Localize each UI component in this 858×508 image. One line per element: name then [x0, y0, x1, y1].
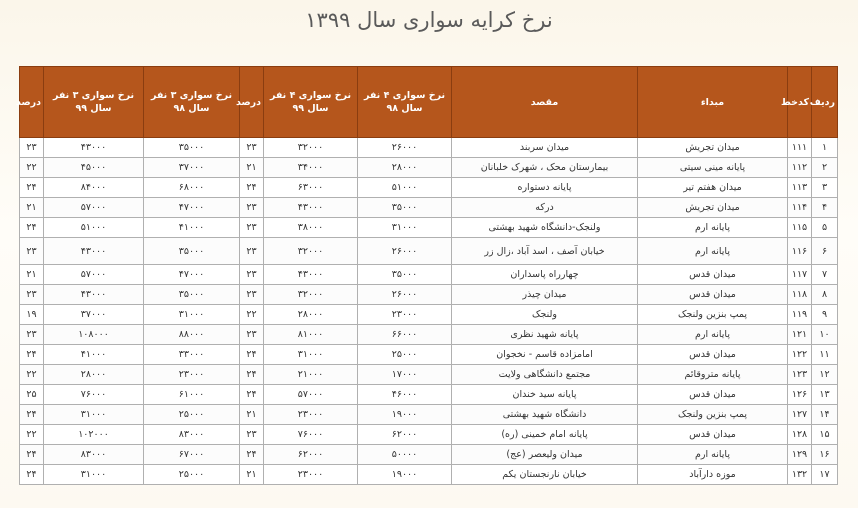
cell-line-code: ۱۱۷ [788, 265, 812, 285]
cell-rate3-99: ۲۸۰۰۰ [44, 365, 144, 385]
cell-rate3-99: ۸۳۰۰۰ [44, 445, 144, 465]
cell-percent-3: ۲۳ [20, 285, 44, 305]
cell-destination: پایانه سید خندان [452, 385, 638, 405]
cell-rate3-99: ۵۷۰۰۰ [44, 198, 144, 218]
cell-rate3-98: ۳۵۰۰۰ [144, 285, 240, 305]
table-row [20, 238, 838, 265]
cell-percent-3: ۲۲ [20, 425, 44, 445]
cell-rate3-99: ۴۵۰۰۰ [44, 158, 144, 178]
cell-rate3-99: ۱۰۸۰۰۰ [44, 325, 144, 345]
cell-line-code: ۱۱۳ [788, 178, 812, 198]
cell-rate4-98: ۱۹۰۰۰ [358, 465, 452, 485]
cell-radif: ۱۳ [812, 385, 838, 405]
cell-rate4-98: ۶۶۰۰۰ [358, 325, 452, 345]
cell-percent-4: ۲۴ [240, 385, 264, 405]
cell-destination: میدان چیذر [452, 285, 638, 305]
table-row [20, 218, 838, 238]
cell-percent-3: ۲۳ [20, 138, 44, 158]
cell-line-code: ۱۲۷ [788, 405, 812, 425]
header-radif: ردیف [812, 67, 838, 138]
cell-rate3-98: ۸۳۰۰۰ [144, 425, 240, 445]
cell-line-code: ۱۱۴ [788, 198, 812, 218]
table-row [20, 445, 838, 465]
header-row [20, 67, 838, 138]
page-title: نرخ کرایه سواری سال ۱۳۹۹ [305, 8, 553, 32]
cell-line-code: ۱۲۹ [788, 445, 812, 465]
cell-percent-4: ۲۳ [240, 198, 264, 218]
cell-destination: چهارراه پاسداران [452, 265, 638, 285]
cell-rate4-98: ۱۷۰۰۰ [358, 365, 452, 385]
cell-rate4-99: ۵۷۰۰۰ [264, 385, 358, 405]
cell-percent-3: ۲۴ [20, 445, 44, 465]
header-rate4-98: نرخ سواری ۴ نفر سال ۹۸ [358, 67, 452, 138]
cell-percent-3: ۲۴ [20, 345, 44, 365]
cell-rate4-99: ۳۱۰۰۰ [264, 345, 358, 365]
cell-rate3-99: ۴۳۰۰۰ [44, 138, 144, 158]
table-row [20, 365, 838, 385]
cell-rate3-98: ۶۸۰۰۰ [144, 178, 240, 198]
cell-line-code: ۱۲۳ [788, 365, 812, 385]
cell-percent-4: ۲۱ [240, 405, 264, 425]
cell-rate3-99: ۳۱۰۰۰ [44, 405, 144, 425]
cell-rate3-99: ۷۶۰۰۰ [44, 385, 144, 405]
cell-percent-3: ۲۴ [20, 218, 44, 238]
cell-rate4-98: ۲۶۰۰۰ [358, 285, 452, 305]
cell-destination: پایانه شهید نظری [452, 325, 638, 345]
table-row [20, 138, 838, 158]
cell-origin: میدان تجریش [638, 138, 788, 158]
cell-rate4-99: ۳۴۰۰۰ [264, 158, 358, 178]
cell-percent-4: ۲۳ [240, 238, 264, 265]
cell-percent-4: ۲۳ [240, 285, 264, 305]
cell-rate4-98: ۲۶۰۰۰ [358, 138, 452, 158]
cell-radif: ۲ [812, 158, 838, 178]
cell-destination: بیمارستان محک ، شهرک خلبانان [452, 158, 638, 178]
cell-destination: ولنجک [452, 305, 638, 325]
cell-radif: ۱۶ [812, 445, 838, 465]
cell-line-code: ۱۱۸ [788, 285, 812, 305]
cell-line-code: ۱۱۲ [788, 158, 812, 178]
cell-rate3-98: ۸۸۰۰۰ [144, 325, 240, 345]
cell-line-code: ۱۱۹ [788, 305, 812, 325]
cell-percent-4: ۲۴ [240, 445, 264, 465]
cell-origin: میدان قدس [638, 385, 788, 405]
cell-rate4-99: ۳۲۰۰۰ [264, 138, 358, 158]
cell-percent-3: ۲۲ [20, 158, 44, 178]
cell-percent-3: ۲۵ [20, 385, 44, 405]
cell-rate4-98: ۴۶۰۰۰ [358, 385, 452, 405]
cell-percent-4: ۲۳ [240, 325, 264, 345]
cell-percent-4: ۲۱ [240, 465, 264, 485]
table-row [20, 325, 838, 345]
cell-rate3-98: ۳۵۰۰۰ [144, 238, 240, 265]
header-rate3-99: نرخ سواری ۳ نفر سال ۹۹ [44, 67, 144, 138]
cell-origin: پمپ بنزین ولنجک [638, 305, 788, 325]
table-row [20, 265, 838, 285]
cell-rate4-98: ۳۵۰۰۰ [358, 198, 452, 218]
cell-rate4-99: ۲۸۰۰۰ [264, 305, 358, 325]
cell-destination: ولنجک-دانشگاه شهید بهشتی [452, 218, 638, 238]
cell-rate4-98: ۶۲۰۰۰ [358, 425, 452, 445]
header-rate4-99: نرخ سواری ۴ نفر سال ۹۹ [264, 67, 358, 138]
cell-rate3-98: ۲۵۰۰۰ [144, 405, 240, 425]
cell-percent-3: ۱۹ [20, 305, 44, 325]
header-percent-3: درصد [20, 67, 44, 138]
cell-radif: ۶ [812, 238, 838, 265]
table-body [20, 138, 838, 485]
table-row [20, 178, 838, 198]
cell-percent-4: ۲۳ [240, 138, 264, 158]
cell-origin: پایانه ارم [638, 238, 788, 265]
table-row [20, 198, 838, 218]
cell-percent-4: ۲۴ [240, 365, 264, 385]
table-row [20, 345, 838, 365]
cell-rate3-98: ۳۵۰۰۰ [144, 138, 240, 158]
cell-destination: خیابان آصف ، اسد آباد ،زال زر [452, 238, 638, 265]
cell-rate3-99: ۴۳۰۰۰ [44, 285, 144, 305]
cell-line-code: ۱۱۵ [788, 218, 812, 238]
cell-line-code: ۱۲۶ [788, 385, 812, 405]
fare-table [15, 66, 838, 485]
cell-rate3-99: ۳۷۰۰۰ [44, 305, 144, 325]
cell-percent-4: ۲۳ [240, 425, 264, 445]
cell-rate4-99: ۳۸۰۰۰ [264, 218, 358, 238]
cell-radif: ۷ [812, 265, 838, 285]
cell-destination: پایانه امام خمینی (ره) [452, 425, 638, 445]
cell-percent-4: ۲۴ [240, 345, 264, 365]
cell-destination: دانشگاه شهید بهشتی [452, 405, 638, 425]
cell-rate3-99: ۴۳۰۰۰ [44, 238, 144, 265]
cell-radif: ۱۴ [812, 405, 838, 425]
cell-rate4-98: ۳۵۰۰۰ [358, 265, 452, 285]
header-destination: مقصد [452, 67, 638, 138]
cell-rate3-99: ۵۱۰۰۰ [44, 218, 144, 238]
cell-origin: میدان قدس [638, 425, 788, 445]
header-rate3-98: نرخ سواری ۳ نفر سال ۹۸ [144, 67, 240, 138]
cell-rate4-98: ۵۱۰۰۰ [358, 178, 452, 198]
cell-percent-3: ۲۳ [20, 238, 44, 265]
table-row [20, 425, 838, 445]
table-row [20, 285, 838, 305]
cell-rate3-98: ۴۱۰۰۰ [144, 218, 240, 238]
cell-rate4-99: ۴۳۰۰۰ [264, 265, 358, 285]
cell-line-code: ۱۱۶ [788, 238, 812, 265]
cell-percent-4: ۲۳ [240, 265, 264, 285]
cell-destination: میدان سربند [452, 138, 638, 158]
cell-percent-3: ۲۲ [20, 365, 44, 385]
cell-rate3-99: ۴۱۰۰۰ [44, 345, 144, 365]
cell-percent-3: ۲۴ [20, 405, 44, 425]
cell-origin: موزه دارآباد [638, 465, 788, 485]
cell-origin: میدان هفتم تیر [638, 178, 788, 198]
cell-rate4-99: ۲۳۰۰۰ [264, 405, 358, 425]
cell-destination: مجتمع دانشگاهی ولایت [452, 365, 638, 385]
cell-radif: ۸ [812, 285, 838, 305]
cell-rate3-99: ۱۰۲۰۰۰ [44, 425, 144, 445]
cell-origin: پایانه ارم [638, 218, 788, 238]
cell-radif: ۱۲ [812, 365, 838, 385]
table-header [15, 67, 838, 138]
cell-rate4-98: ۲۸۰۰۰ [358, 158, 452, 178]
cell-percent-3: ۲۴ [20, 178, 44, 198]
cell-rate4-98: ۲۶۰۰۰ [358, 238, 452, 265]
cell-rate4-98: ۲۳۰۰۰ [358, 305, 452, 325]
cell-radif: ۳ [812, 178, 838, 198]
cell-line-code: ۱۱۱ [788, 138, 812, 158]
cell-rate3-98: ۲۳۰۰۰ [144, 365, 240, 385]
cell-destination: پایانه دستواره [452, 178, 638, 198]
cell-percent-4: ۲۴ [240, 178, 264, 198]
cell-percent-4: ۲۲ [240, 305, 264, 325]
cell-percent-3: ۲۱ [20, 198, 44, 218]
cell-percent-3: ۲۱ [20, 265, 44, 285]
table-row [20, 305, 838, 325]
table-row [20, 465, 838, 485]
table-row [20, 405, 838, 425]
cell-rate4-99: ۶۳۰۰۰ [264, 178, 358, 198]
cell-rate3-99: ۸۴۰۰۰ [44, 178, 144, 198]
cell-origin: میدان تجریش [638, 198, 788, 218]
cell-radif: ۴ [812, 198, 838, 218]
cell-rate4-99: ۸۱۰۰۰ [264, 325, 358, 345]
cell-rate3-98: ۶۷۰۰۰ [144, 445, 240, 465]
cell-destination: میدان ولیعصر (عج) [452, 445, 638, 465]
cell-rate4-99: ۳۲۰۰۰ [264, 285, 358, 305]
cell-rate3-98: ۲۵۰۰۰ [144, 465, 240, 485]
cell-origin: پایانه ارم [638, 325, 788, 345]
cell-radif: ۱۰ [812, 325, 838, 345]
cell-rate3-99: ۳۱۰۰۰ [44, 465, 144, 485]
header-origin: مبداء [638, 67, 788, 138]
header-percent-4: درصد [240, 67, 264, 138]
table-row [20, 385, 838, 405]
cell-radif: ۵ [812, 218, 838, 238]
cell-rate3-98: ۳۱۰۰۰ [144, 305, 240, 325]
cell-origin: پمپ بنزین ولنجک [638, 405, 788, 425]
fare-table-container [15, 66, 837, 508]
cell-percent-3: ۲۳ [20, 325, 44, 345]
cell-rate4-99: ۲۱۰۰۰ [264, 365, 358, 385]
cell-origin: میدان قدس [638, 285, 788, 305]
cell-rate4-98: ۳۱۰۰۰ [358, 218, 452, 238]
cell-rate3-98: ۶۱۰۰۰ [144, 385, 240, 405]
cell-radif: ۹ [812, 305, 838, 325]
cell-destination: خیابان نارنجستان یکم [452, 465, 638, 485]
cell-line-code: ۱۲۱ [788, 325, 812, 345]
cell-rate4-99: ۶۲۰۰۰ [264, 445, 358, 465]
cell-radif: ۱ [812, 138, 838, 158]
cell-percent-4: ۲۳ [240, 218, 264, 238]
cell-rate3-98: ۳۷۰۰۰ [144, 158, 240, 178]
cell-rate4-99: ۴۳۰۰۰ [264, 198, 358, 218]
cell-destination: امامزاده قاسم - نخجوان [452, 345, 638, 365]
cell-percent-4: ۲۱ [240, 158, 264, 178]
cell-origin: پایانه متروقائم [638, 365, 788, 385]
cell-rate4-99: ۷۶۰۰۰ [264, 425, 358, 445]
cell-line-code: ۱۲۲ [788, 345, 812, 365]
cell-rate3-99: ۵۷۰۰۰ [44, 265, 144, 285]
cell-origin: میدان قدس [638, 345, 788, 365]
cell-rate3-98: ۴۷۰۰۰ [144, 198, 240, 218]
cell-origin: پایانه ارم [638, 445, 788, 465]
cell-origin: میدان قدس [638, 265, 788, 285]
header-code: کدخط [788, 67, 812, 138]
cell-origin: پایانه مینی سیتی [638, 158, 788, 178]
cell-radif: ۱۱ [812, 345, 838, 365]
cell-rate3-98: ۴۷۰۰۰ [144, 265, 240, 285]
cell-line-code: ۱۲۸ [788, 425, 812, 445]
cell-radif: ۱۷ [812, 465, 838, 485]
cell-rate4-99: ۲۳۰۰۰ [264, 465, 358, 485]
cell-rate4-98: ۵۰۰۰۰ [358, 445, 452, 465]
cell-rate4-99: ۳۲۰۰۰ [264, 238, 358, 265]
cell-rate4-98: ۱۹۰۰۰ [358, 405, 452, 425]
cell-radif: ۱۵ [812, 425, 838, 445]
cell-destination: درکه [452, 198, 638, 218]
cell-percent-3: ۲۴ [20, 465, 44, 485]
cell-line-code: ۱۳۲ [788, 465, 812, 485]
cell-rate3-98: ۳۳۰۰۰ [144, 345, 240, 365]
table-row [20, 158, 838, 178]
cell-rate4-98: ۲۵۰۰۰ [358, 345, 452, 365]
